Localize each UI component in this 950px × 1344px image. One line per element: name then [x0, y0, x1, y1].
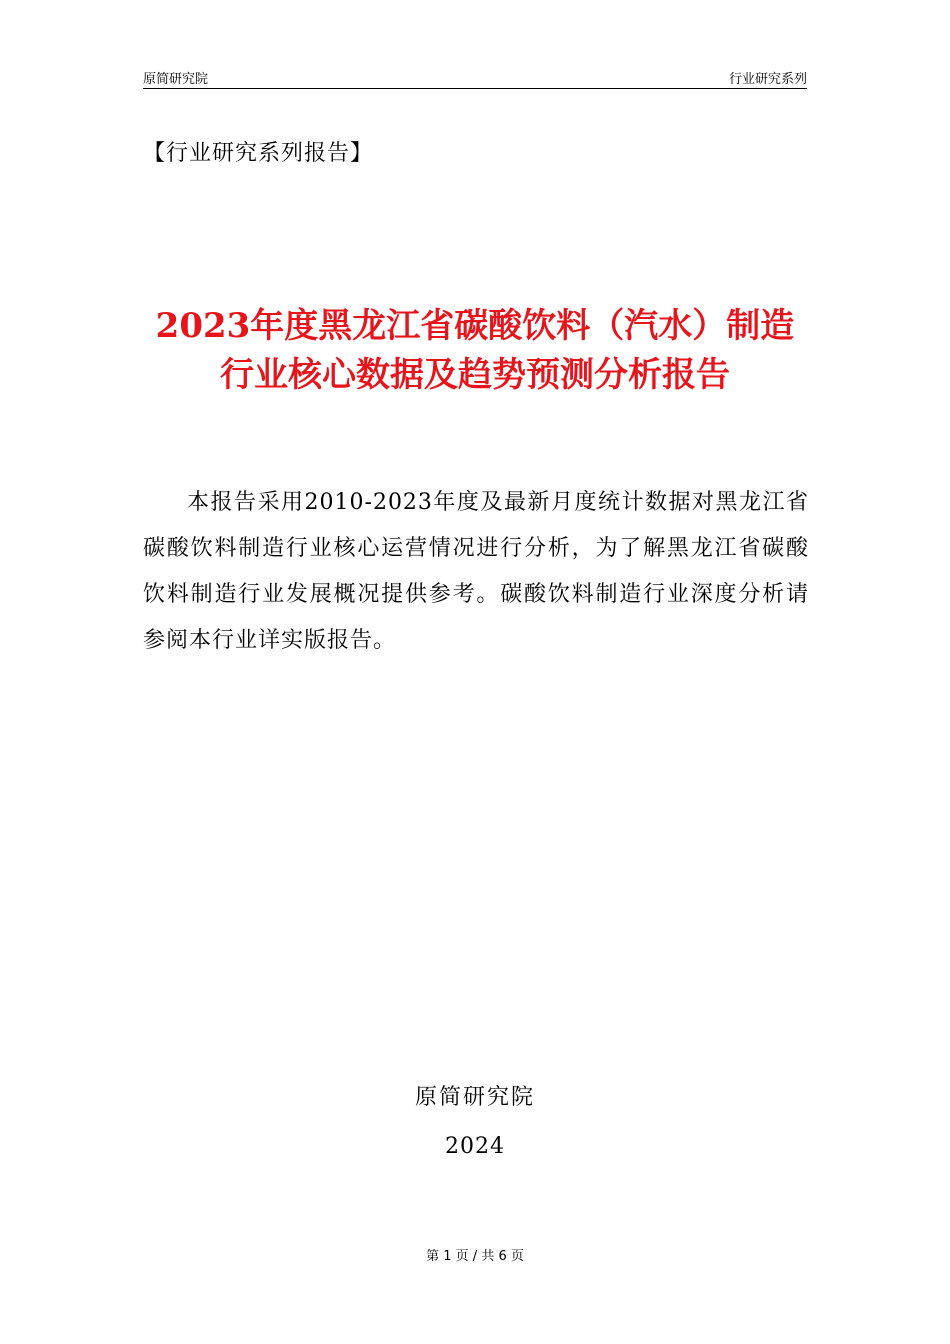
header-series-name: 行业研究系列 — [728, 72, 807, 87]
report-title: 2023年度黑龙江省碳酸饮料（汽水）制造行业核心数据及趋势预测分析报告 — [155, 306, 795, 395]
page-number: 第 1 页 / 共 6 页 — [426, 1249, 524, 1264]
header-org-name: 原简研究院 — [143, 72, 209, 87]
publisher-name: 原简研究院 — [414, 1085, 535, 1110]
publish-year: 2024 — [445, 1134, 505, 1159]
series-tag: 【行业研究系列报告】 — [143, 141, 374, 166]
intro-paragraph: 本报告采用2010-2023年度及最新月度统计数据对黑龙江省碳酸饮料制造行业核心运营情况进行分析，为了解黑龙江省碳酸饮料制造行业发展概况提供参考。碳酸饮料制造行业深度分析请参阅本行业详实版报告。 — [143, 490, 809, 653]
page-header — [143, 66, 807, 89]
